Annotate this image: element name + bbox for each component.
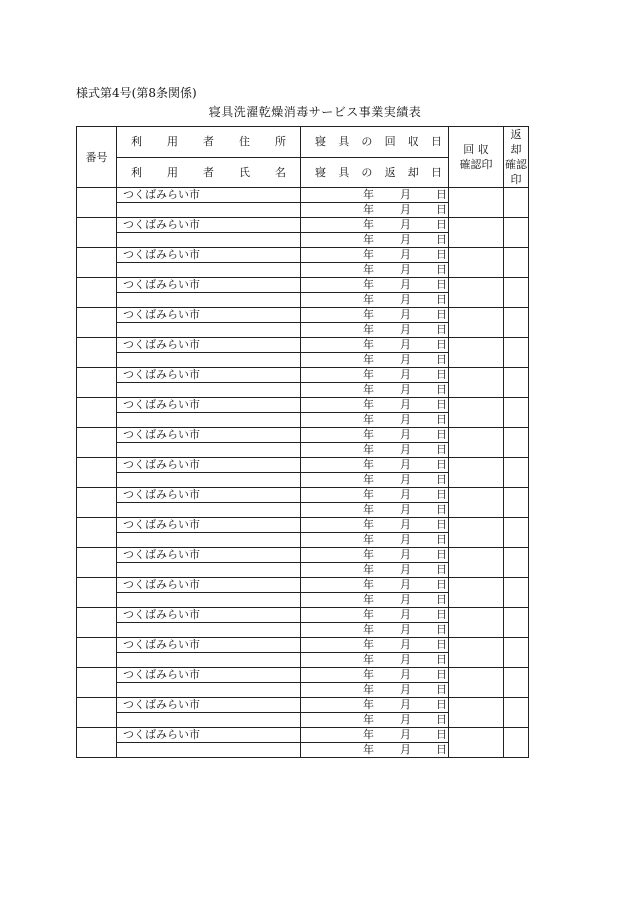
return-date-cell[interactable]	[301, 473, 449, 488]
collect-seal-cell[interactable]	[449, 248, 504, 278]
day-label: 日	[436, 383, 447, 396]
day-label: 日	[436, 698, 447, 711]
name-cell[interactable]	[117, 503, 301, 518]
month-label: 月	[400, 383, 411, 396]
row-number-cell[interactable]	[77, 368, 117, 398]
collect-seal-cell[interactable]	[449, 368, 504, 398]
return-seal-cell[interactable]	[504, 338, 529, 368]
month-label: 月	[400, 638, 411, 651]
address-cell[interactable]: つくばみらい市	[117, 488, 301, 503]
collect-date-cell[interactable]	[301, 428, 449, 443]
collect-date-cell[interactable]	[301, 278, 449, 293]
collect-date-cell[interactable]	[301, 398, 449, 413]
day-label: 日	[436, 338, 447, 351]
address-cell[interactable]: つくばみらい市	[117, 548, 301, 563]
header-number: 番号	[77, 127, 117, 188]
row-number-cell[interactable]	[77, 608, 117, 638]
collect-date-cell[interactable]	[301, 308, 449, 323]
year-label: 年	[363, 743, 374, 756]
return-date-cell[interactable]	[301, 563, 449, 578]
collect-date-cell[interactable]	[301, 188, 449, 203]
address-cell[interactable]: つくばみらい市	[117, 248, 301, 263]
return-seal-cell[interactable]	[504, 638, 529, 668]
month-label: 月	[400, 413, 411, 426]
row-number-cell[interactable]	[77, 398, 117, 428]
month-label: 月	[400, 593, 411, 606]
collect-date-cell[interactable]	[301, 248, 449, 263]
collect-seal-cell[interactable]	[449, 188, 504, 218]
table-row	[77, 218, 529, 233]
day-label: 日	[436, 593, 447, 606]
return-date-cell[interactable]	[301, 383, 449, 398]
month-label: 月	[400, 218, 411, 231]
return-seal-cell[interactable]	[504, 308, 529, 338]
year-label: 年	[363, 713, 374, 726]
collect-date-cell[interactable]	[301, 218, 449, 233]
month-label: 月	[400, 308, 411, 321]
address-cell[interactable]: つくばみらい市	[117, 338, 301, 353]
collect-date-cell[interactable]	[301, 338, 449, 353]
year-label: 年	[363, 443, 374, 456]
month-label: 月	[400, 743, 411, 756]
collect-seal-cell[interactable]	[449, 638, 504, 668]
day-label: 日	[436, 278, 447, 291]
year-label: 年	[363, 188, 374, 201]
day-label: 日	[436, 188, 447, 201]
month-label: 月	[400, 248, 411, 261]
day-label: 日	[436, 203, 447, 216]
header-collect-confirm: 回 収 確認印	[449, 127, 504, 188]
return-seal-cell[interactable]	[504, 518, 529, 548]
name-cell[interactable]	[117, 203, 301, 218]
year-label: 年	[363, 548, 374, 561]
day-label: 日	[436, 548, 447, 561]
name-cell[interactable]	[117, 263, 301, 278]
address-cell[interactable]: つくばみらい市	[117, 428, 301, 443]
name-cell[interactable]	[117, 473, 301, 488]
table-row	[77, 368, 529, 383]
return-date-cell[interactable]	[301, 293, 449, 308]
name-cell[interactable]	[117, 353, 301, 368]
day-label: 日	[436, 248, 447, 261]
month-label: 月	[400, 263, 411, 276]
return-date-cell[interactable]	[301, 413, 449, 428]
year-label: 年	[363, 473, 374, 486]
year-label: 年	[363, 398, 374, 411]
address-cell[interactable]: つくばみらい市	[117, 278, 301, 293]
day-label: 日	[436, 653, 447, 666]
month-label: 月	[400, 518, 411, 531]
name-cell[interactable]	[117, 413, 301, 428]
day-label: 日	[436, 683, 447, 696]
table-row	[77, 188, 529, 203]
day-label: 日	[436, 353, 447, 366]
year-label: 年	[363, 368, 374, 381]
table-row	[77, 338, 529, 353]
name-cell[interactable]	[117, 683, 301, 698]
day-label: 日	[436, 488, 447, 501]
table-row	[77, 248, 529, 263]
name-cell[interactable]	[117, 533, 301, 548]
address-cell[interactable]: つくばみらい市	[117, 638, 301, 653]
month-label: 月	[400, 473, 411, 486]
year-label: 年	[363, 308, 374, 321]
collect-seal-cell[interactable]	[449, 278, 504, 308]
month-label: 月	[400, 233, 411, 246]
return-seal-cell[interactable]	[504, 698, 529, 728]
year-label: 年	[363, 233, 374, 246]
collect-date-cell[interactable]	[301, 638, 449, 653]
year-label: 年	[363, 218, 374, 231]
month-label: 月	[400, 188, 411, 201]
year-label: 年	[363, 593, 374, 606]
collect-date-cell[interactable]	[301, 578, 449, 593]
return-seal-cell[interactable]	[504, 428, 529, 458]
table-row	[77, 398, 529, 413]
name-cell[interactable]	[117, 563, 301, 578]
name-cell[interactable]	[117, 593, 301, 608]
month-label: 月	[400, 203, 411, 216]
collect-seal-cell[interactable]	[449, 428, 504, 458]
return-seal-cell[interactable]	[504, 278, 529, 308]
row-number-cell[interactable]	[77, 728, 117, 758]
header-return-confirm: 返 却 確認印	[505, 128, 527, 186]
return-date-cell[interactable]	[301, 743, 449, 758]
table-row	[77, 608, 529, 623]
address-cell[interactable]: つくばみらい市	[117, 218, 301, 233]
day-label: 日	[436, 218, 447, 231]
year-label: 年	[363, 563, 374, 576]
day-label: 日	[436, 428, 447, 441]
month-label: 月	[400, 428, 411, 441]
collect-seal-cell[interactable]	[449, 218, 504, 248]
year-label: 年	[363, 653, 374, 666]
year-label: 年	[363, 338, 374, 351]
table-row	[77, 518, 529, 533]
row-number-cell[interactable]	[77, 638, 117, 668]
return-seal-cell[interactable]	[504, 668, 529, 698]
collect-date-cell[interactable]	[301, 698, 449, 713]
row-number-cell[interactable]	[77, 488, 117, 518]
year-label: 年	[363, 623, 374, 636]
return-seal-cell[interactable]	[504, 218, 529, 248]
collect-seal-cell[interactable]	[449, 458, 504, 488]
day-label: 日	[436, 443, 447, 456]
month-label: 月	[400, 623, 411, 636]
row-number-cell[interactable]	[77, 338, 117, 368]
collect-date-cell[interactable]	[301, 728, 449, 743]
collect-date-cell[interactable]	[301, 548, 449, 563]
year-label: 年	[363, 248, 374, 261]
table-row	[77, 728, 529, 743]
month-label: 月	[400, 458, 411, 471]
return-seal-cell[interactable]	[504, 188, 529, 218]
name-cell[interactable]	[117, 383, 301, 398]
name-cell[interactable]	[117, 233, 301, 248]
return-date-cell[interactable]	[301, 683, 449, 698]
return-date-cell[interactable]	[301, 233, 449, 248]
collect-seal-cell[interactable]	[449, 698, 504, 728]
row-number-cell[interactable]	[77, 188, 117, 218]
collect-seal-cell[interactable]	[449, 338, 504, 368]
month-label: 月	[400, 353, 411, 366]
address-cell[interactable]: つくばみらい市	[117, 578, 301, 593]
collect-seal-cell[interactable]	[449, 308, 504, 338]
year-label: 年	[363, 383, 374, 396]
month-label: 月	[400, 398, 411, 411]
header-collect-date: 寝具の回収日	[301, 127, 449, 158]
row-number-cell[interactable]	[77, 698, 117, 728]
table-row	[77, 488, 529, 503]
return-seal-cell[interactable]	[504, 458, 529, 488]
month-label: 月	[400, 368, 411, 381]
table-row	[77, 458, 529, 473]
return-seal-cell[interactable]	[504, 368, 529, 398]
month-label: 月	[400, 533, 411, 546]
address-cell[interactable]: つくばみらい市	[117, 458, 301, 473]
collect-date-cell[interactable]	[301, 668, 449, 683]
return-date-cell[interactable]	[301, 653, 449, 668]
day-label: 日	[436, 458, 447, 471]
day-label: 日	[436, 398, 447, 411]
day-label: 日	[436, 308, 447, 321]
day-label: 日	[436, 293, 447, 306]
header-name: 利用者氏名	[117, 157, 301, 188]
day-label: 日	[436, 368, 447, 381]
year-label: 年	[363, 668, 374, 681]
name-cell[interactable]	[117, 623, 301, 638]
table-row	[77, 638, 529, 653]
month-label: 月	[400, 488, 411, 501]
year-label: 年	[363, 533, 374, 546]
name-cell[interactable]	[117, 713, 301, 728]
results-table	[76, 126, 529, 758]
month-label: 月	[400, 713, 411, 726]
form-number-label: 様式第4号(第8条関係)	[76, 86, 197, 100]
collect-seal-cell[interactable]	[449, 668, 504, 698]
collect-date-cell[interactable]	[301, 368, 449, 383]
day-label: 日	[436, 323, 447, 336]
year-label: 年	[363, 638, 374, 651]
collect-seal-cell[interactable]	[449, 398, 504, 428]
year-label: 年	[363, 608, 374, 621]
table-row	[77, 308, 529, 323]
name-cell[interactable]	[117, 743, 301, 758]
row-number-cell[interactable]	[77, 218, 117, 248]
collect-seal-cell[interactable]	[449, 578, 504, 608]
table-row	[77, 548, 529, 563]
year-label: 年	[363, 503, 374, 516]
year-label: 年	[363, 278, 374, 291]
year-label: 年	[363, 578, 374, 591]
collect-date-cell[interactable]	[301, 608, 449, 623]
collect-seal-cell[interactable]	[449, 518, 504, 548]
day-label: 日	[436, 533, 447, 546]
return-date-cell[interactable]	[301, 533, 449, 548]
document-title: 寝具洗濯乾燥消毒サービス事業実績表	[208, 105, 422, 119]
return-date-cell[interactable]	[301, 263, 449, 278]
year-label: 年	[363, 518, 374, 531]
table-body	[77, 188, 529, 758]
month-label: 月	[400, 563, 411, 576]
day-label: 日	[436, 608, 447, 621]
day-label: 日	[436, 578, 447, 591]
address-cell[interactable]: つくばみらい市	[117, 668, 301, 683]
year-label: 年	[363, 323, 374, 336]
day-label: 日	[436, 713, 447, 726]
month-label: 月	[400, 608, 411, 621]
year-label: 年	[363, 683, 374, 696]
day-label: 日	[436, 623, 447, 636]
return-date-cell[interactable]	[301, 353, 449, 368]
day-label: 日	[436, 413, 447, 426]
day-label: 日	[436, 668, 447, 681]
return-date-cell[interactable]	[301, 203, 449, 218]
collect-seal-cell[interactable]	[449, 488, 504, 518]
day-label: 日	[436, 563, 447, 576]
day-label: 日	[436, 233, 447, 246]
return-date-cell[interactable]	[301, 623, 449, 638]
address-cell[interactable]: つくばみらい市	[117, 608, 301, 623]
row-number-cell[interactable]	[77, 518, 117, 548]
year-label: 年	[363, 263, 374, 276]
address-cell[interactable]: つくばみらい市	[117, 368, 301, 383]
table-row	[77, 278, 529, 293]
table-row	[77, 578, 529, 593]
address-cell[interactable]: つくばみらい市	[117, 188, 301, 203]
row-number-cell[interactable]	[77, 428, 117, 458]
address-cell[interactable]: つくばみらい市	[117, 698, 301, 713]
month-label: 月	[400, 503, 411, 516]
collect-date-cell[interactable]	[301, 458, 449, 473]
row-number-cell[interactable]	[77, 548, 117, 578]
collect-seal-cell[interactable]	[449, 728, 504, 758]
row-number-cell[interactable]	[77, 668, 117, 698]
month-label: 月	[400, 683, 411, 696]
return-date-cell[interactable]	[301, 323, 449, 338]
table-row	[77, 428, 529, 443]
name-cell[interactable]	[117, 443, 301, 458]
collect-date-cell[interactable]	[301, 488, 449, 503]
month-label: 月	[400, 578, 411, 591]
day-label: 日	[436, 518, 447, 531]
day-label: 日	[436, 503, 447, 516]
month-label: 月	[400, 653, 411, 666]
month-label: 月	[400, 293, 411, 306]
day-label: 日	[436, 728, 447, 741]
return-seal-cell[interactable]	[504, 398, 529, 428]
return-seal-cell[interactable]	[504, 608, 529, 638]
header-address: 利用者住所	[117, 127, 301, 158]
row-number-cell[interactable]	[77, 578, 117, 608]
return-date-cell[interactable]	[301, 593, 449, 608]
address-cell[interactable]: つくばみらい市	[117, 398, 301, 413]
table-row	[77, 668, 529, 683]
year-label: 年	[363, 458, 374, 471]
header-return-date: 寝具の返却日	[301, 157, 449, 188]
name-cell[interactable]	[117, 293, 301, 308]
table-row	[77, 698, 529, 713]
address-cell[interactable]: つくばみらい市	[117, 728, 301, 743]
row-number-cell[interactable]	[77, 308, 117, 338]
year-label: 年	[363, 428, 374, 441]
month-label: 月	[400, 443, 411, 456]
return-date-cell[interactable]	[301, 503, 449, 518]
day-label: 日	[436, 473, 447, 486]
address-cell[interactable]: つくばみらい市	[117, 518, 301, 533]
return-seal-cell[interactable]	[504, 548, 529, 578]
row-number-cell[interactable]	[77, 278, 117, 308]
month-label: 月	[400, 698, 411, 711]
return-seal-cell[interactable]	[504, 578, 529, 608]
month-label: 月	[400, 548, 411, 561]
return-seal-cell[interactable]	[504, 728, 529, 758]
year-label: 年	[363, 728, 374, 741]
day-label: 日	[436, 743, 447, 756]
name-cell[interactable]	[117, 323, 301, 338]
year-label: 年	[363, 203, 374, 216]
return-date-cell[interactable]	[301, 443, 449, 458]
collect-date-cell[interactable]	[301, 518, 449, 533]
collect-seal-cell[interactable]	[449, 608, 504, 638]
name-cell[interactable]	[117, 653, 301, 668]
return-date-cell[interactable]	[301, 713, 449, 728]
return-seal-cell[interactable]	[504, 488, 529, 518]
day-label: 日	[436, 263, 447, 276]
month-label: 月	[400, 338, 411, 351]
month-label: 月	[400, 668, 411, 681]
day-label: 日	[436, 638, 447, 651]
year-label: 年	[363, 353, 374, 366]
row-number-cell[interactable]	[77, 248, 117, 278]
year-label: 年	[363, 488, 374, 501]
month-label: 月	[400, 728, 411, 741]
address-cell[interactable]: つくばみらい市	[117, 308, 301, 323]
year-label: 年	[363, 698, 374, 711]
return-seal-cell[interactable]	[504, 248, 529, 278]
year-label: 年	[363, 293, 374, 306]
month-label: 月	[400, 323, 411, 336]
month-label: 月	[400, 278, 411, 291]
year-label: 年	[363, 413, 374, 426]
row-number-cell[interactable]	[77, 458, 117, 488]
collect-seal-cell[interactable]	[449, 548, 504, 578]
